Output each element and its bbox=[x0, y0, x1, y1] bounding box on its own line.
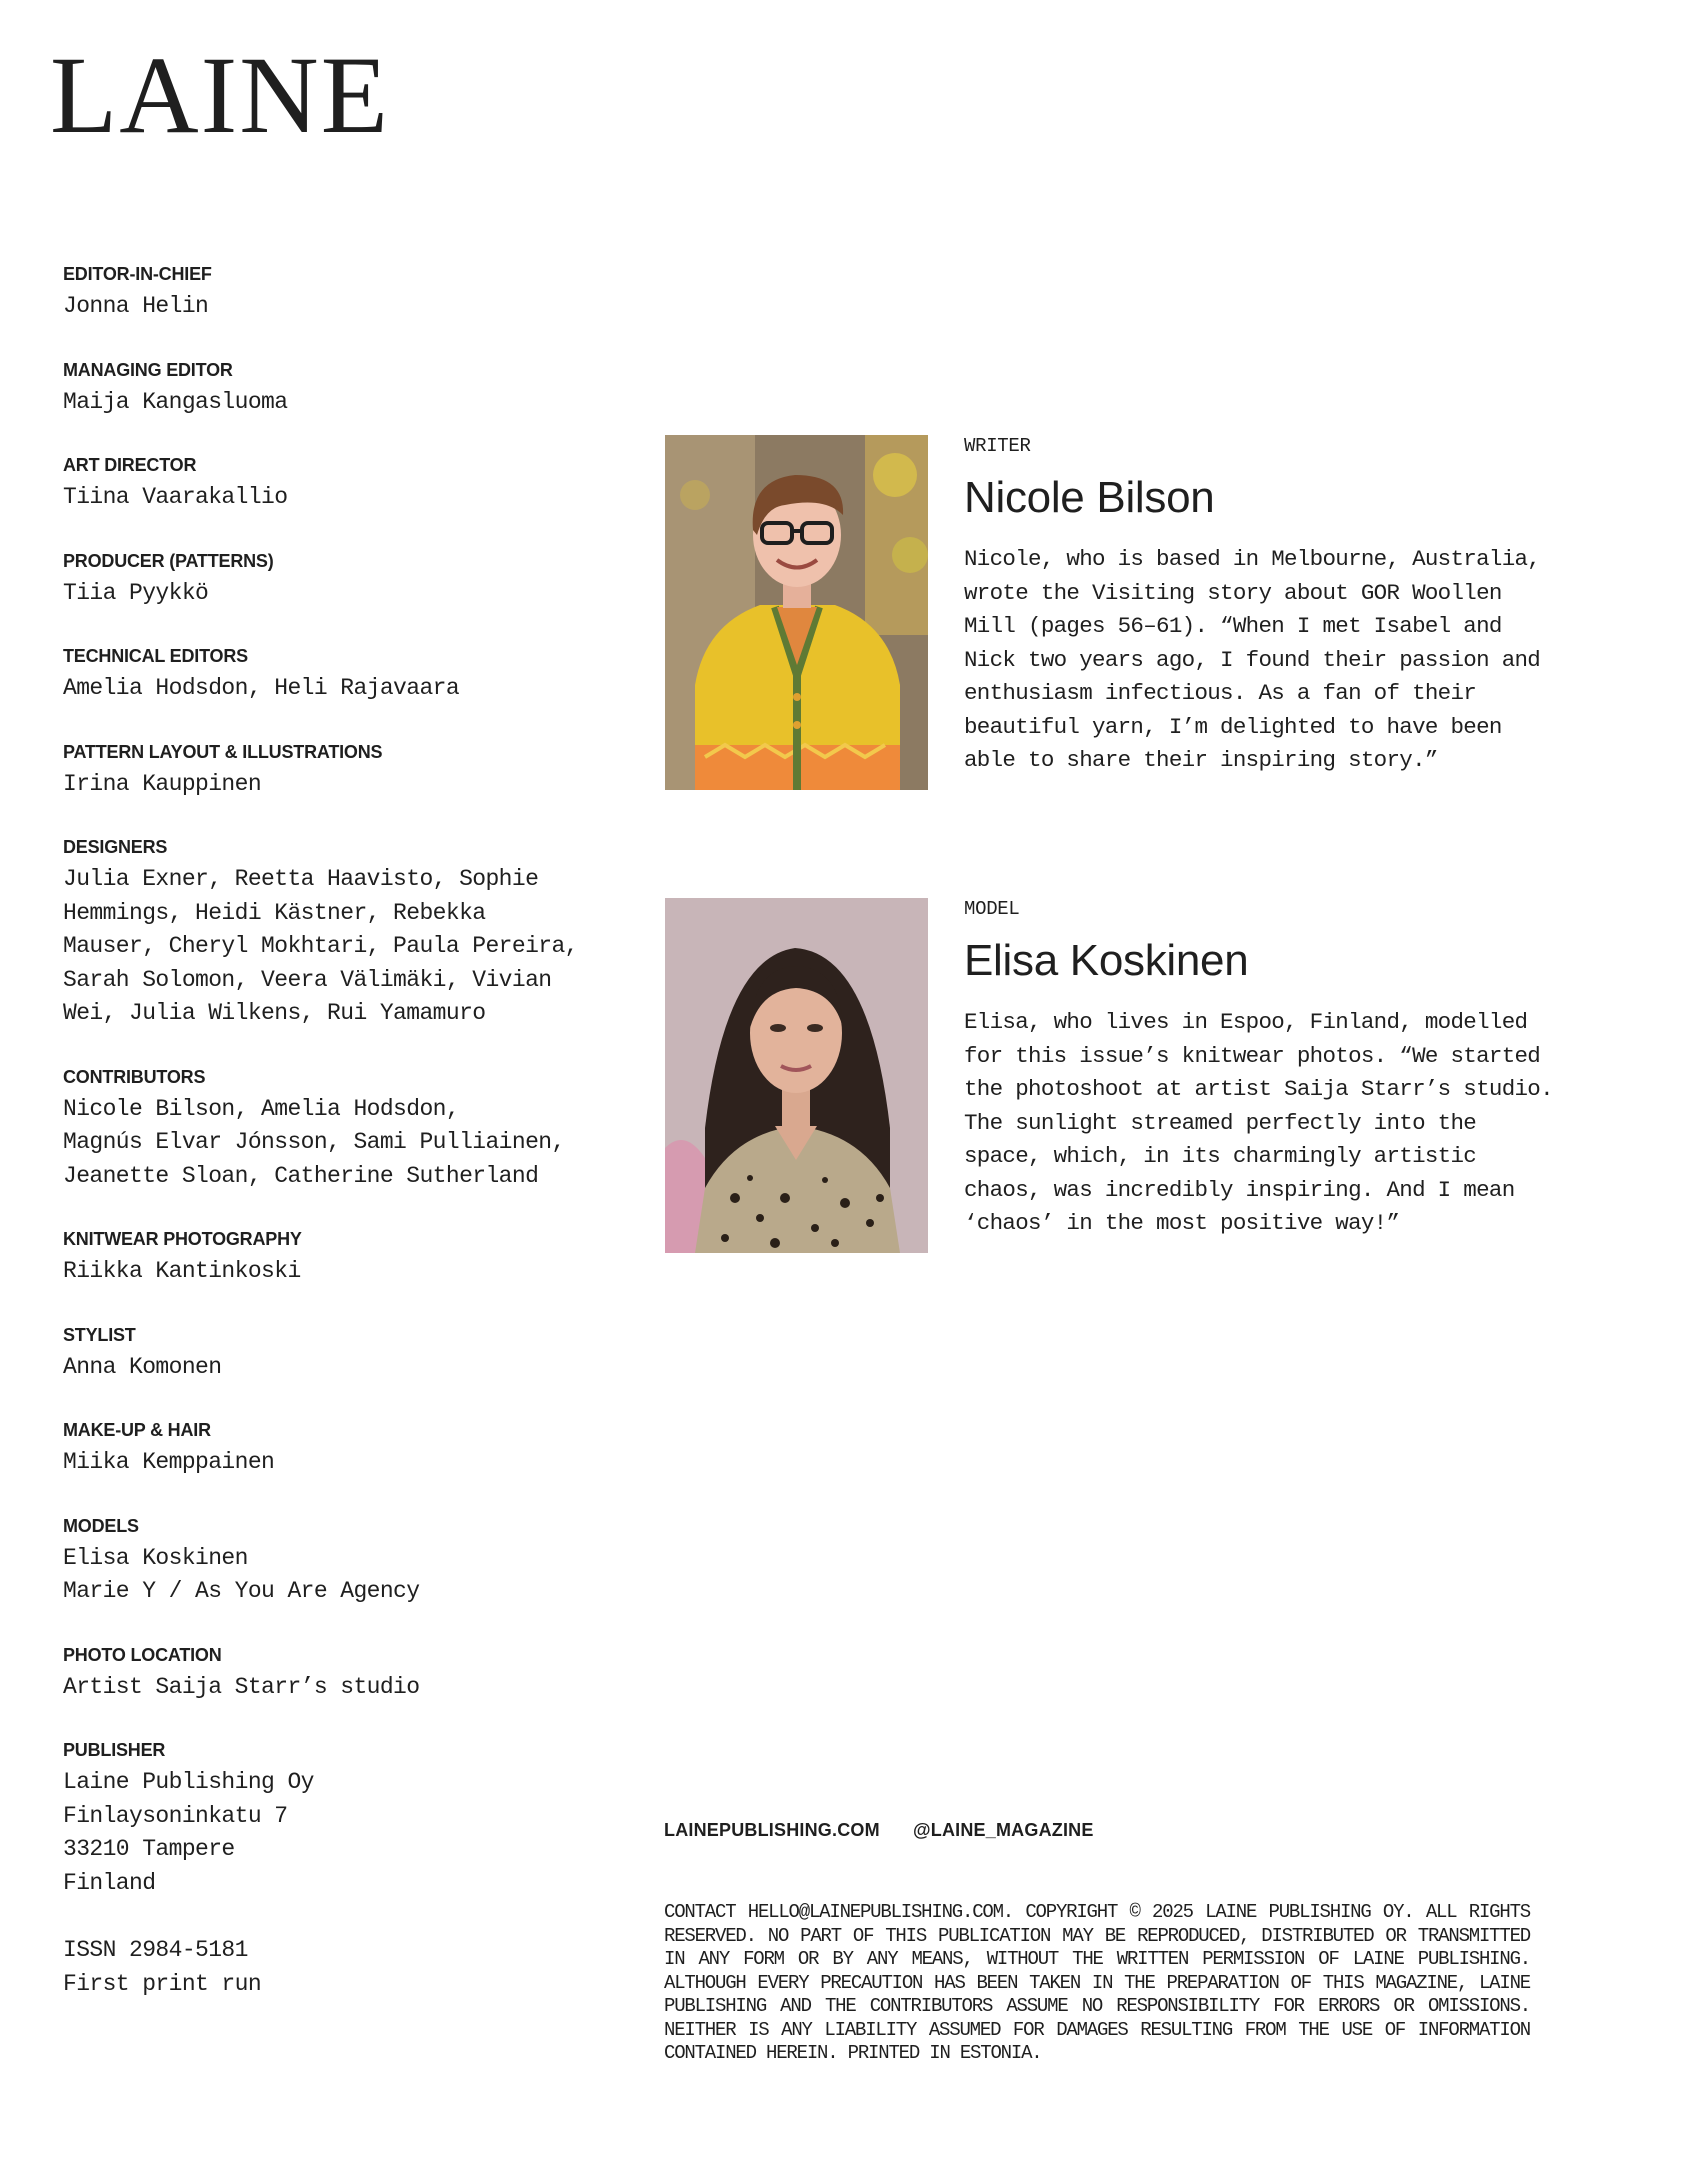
credit-label: TECHNICAL EDITORS bbox=[63, 646, 248, 666]
model-profile bbox=[665, 898, 1565, 1253]
credit-label: MODELS bbox=[63, 1515, 139, 1536]
model-name: Elisa Koskinen bbox=[964, 936, 1249, 985]
writer-bio: Nicole, who is based in Melbourne, Australia, wrote the Visiting story about GOR Woollen Mill (pages 56–61). “When I met Isabel and Nick two years ago, I found their passion and enthusiasm infectious. As a fan of their beautiful yarn, I’m delighted to have been able to share their inspiring story.” bbox=[964, 546, 1541, 773]
credit-models bbox=[63, 1514, 603, 1609]
credit-label: PATTERN LAYOUT & ILLUSTRATIONS bbox=[63, 741, 383, 762]
credit-value: Tiia Pyykkö bbox=[63, 579, 209, 606]
credit-value: Elisa Koskinen Marie Y / As You Are Agency bbox=[63, 1544, 420, 1604]
credit-label: ART DIRECTOR bbox=[63, 455, 197, 475]
credit-technical-editors bbox=[63, 644, 603, 706]
credit-value: Nicole Bilson, Amelia Hodsdon, Magnús Elvar Jónsson, Sami Pulliainen, Jeanette Sloan, Catherine Sutherland bbox=[63, 1095, 565, 1189]
credit-value: Anna Komonen bbox=[63, 1353, 222, 1380]
credit-label: PUBLISHER bbox=[63, 1740, 166, 1760]
legal-notice: CONTACT HELLO@LAINEPUBLISHING.COM. COPYRIGHT © 2025 LAINE PUBLISHING OY. ALL RIGHTS RESERVED. NO PART OF THIS PUBLICATION MAY BE REPRODUCED, DISTRIBUTED OR TRANSMITTED IN ANY FORM OR BY ANY MEANS, WITHOUT THE WRITTEN PERMISSION OF LAINE PUBLISHING. ALTHOUGH EVERY PRECAUTION HAS BEEN TAKEN IN THE PREPARATION OF THIS MAGAZINE, LAINE PUBLISHING AND THE CONTRIBUTORS ASSUME NO RESPONSIBILITY FOR ERRORS OR OMISSIONS. NEITHER IS ANY LIABILITY ASSUMED FOR DAMAGES RESULTING FROM THE USE OF INFORMATION CONTAINED HEREIN. PRINTED IN ESTONIA. bbox=[664, 1901, 1530, 2064]
instagram-link[interactable]: @LAINE_MAGAZINE bbox=[913, 1820, 1094, 1840]
credit-knitwear-photography bbox=[63, 1227, 603, 1289]
credit-label: PHOTO LOCATION bbox=[63, 1644, 222, 1665]
credit-photo-location bbox=[63, 1643, 603, 1705]
credit-value: Maija Kangasluoma bbox=[63, 388, 288, 415]
writer-photo bbox=[665, 435, 928, 790]
credit-stylist bbox=[63, 1323, 603, 1385]
credit-label: KNITWEAR PHOTOGRAPHY bbox=[63, 1229, 302, 1249]
credit-managing-editor bbox=[63, 358, 603, 420]
credit-value: Julia Exner, Reetta Haavisto, Sophie Hemmings, Heidi Kästner, Rebekka Mauser, Cheryl Mokhtari, Paula Pereira, Sarah Solomon, Veera Välimäki, Vivian Wei, Julia Wilkens, Rui Yamamuro bbox=[63, 866, 578, 1026]
credit-contributors bbox=[63, 1065, 603, 1194]
credit-label: MANAGING EDITOR bbox=[63, 359, 233, 380]
credit-producer-patterns bbox=[63, 549, 603, 611]
credit-pattern-layout bbox=[63, 740, 603, 802]
model-role: MODEL bbox=[964, 898, 1020, 920]
writer-role: WRITER bbox=[964, 435, 1031, 457]
model-bio: Elisa, who lives in Espoo, Finland, modelled for this issue’s knitwear photos. “We started the photoshoot at artist Saija Starr’s studio. The sunlight streamed perfectly into the space, which, in its charmingly artistic chaos, was incredibly inspiring. And I mean ‘chaos’ in the most positive way!” bbox=[964, 1009, 1553, 1236]
writer-text bbox=[964, 435, 1554, 778]
credit-label: MAKE-UP & HAIR bbox=[63, 1420, 211, 1440]
laine-logo: LAINE bbox=[50, 34, 390, 156]
writer-name: Nicole Bilson bbox=[964, 473, 1215, 522]
writer-profile bbox=[665, 435, 1565, 790]
credit-art-director bbox=[63, 453, 603, 515]
credit-label: CONTRIBUTORS bbox=[63, 1066, 206, 1087]
credit-editor-in-chief bbox=[63, 262, 603, 324]
model-text bbox=[964, 898, 1554, 1241]
credit-label: STYLIST bbox=[63, 1324, 136, 1345]
credit-value: Riikka Kantinkoski bbox=[63, 1258, 301, 1284]
credit-value: Amelia Hodsdon, Heli Rajavaara bbox=[63, 675, 460, 701]
credit-value: Irina Kauppinen bbox=[63, 770, 262, 797]
credit-value: Artist Saija Starr’s studio bbox=[63, 1673, 420, 1700]
credit-label: DESIGNERS bbox=[63, 837, 168, 857]
masthead-credits bbox=[63, 262, 603, 2001]
credit-make-up-hair bbox=[63, 1418, 603, 1480]
credit-value: Tiina Vaarakallio bbox=[63, 484, 288, 510]
credit-value: Jonna Helin bbox=[63, 293, 209, 319]
model-photo bbox=[665, 898, 928, 1253]
issn-info: ISSN 2984-5181 First print run bbox=[63, 1937, 262, 1997]
credit-value: Miika Kemppainen bbox=[63, 1449, 275, 1475]
footer-links bbox=[664, 1820, 1094, 1841]
credit-label: PRODUCER (PATTERNS) bbox=[63, 550, 274, 571]
website-link[interactable]: LAINEPUBLISHING.COM bbox=[664, 1820, 880, 1840]
writer-portrait-illustration bbox=[665, 435, 928, 790]
credit-label: EDITOR-IN-CHIEF bbox=[63, 264, 212, 284]
credit-publisher bbox=[63, 1738, 603, 1900]
credit-designers bbox=[63, 835, 603, 1031]
credit-value: Laine Publishing Oy Finlaysoninkatu 7 33210 Tampere Finland bbox=[63, 1769, 314, 1896]
model-portrait-illustration bbox=[665, 898, 928, 1253]
